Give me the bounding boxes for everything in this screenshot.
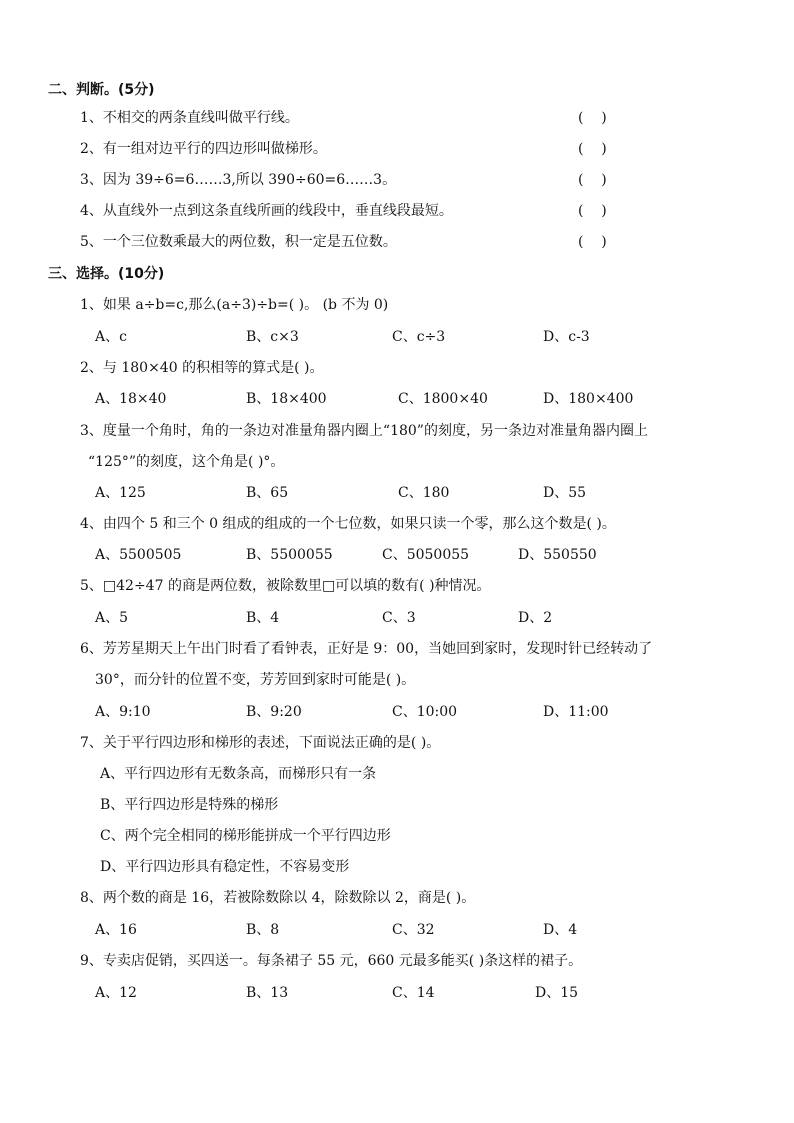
- choice-q3-option-b[interactable]: B、65: [246, 485, 289, 501]
- judge-item-2: 2、有一组对边平行的四边形叫做梯形。: [80, 141, 327, 157]
- choice-q2-stem: 2、与 180×40 的积相等的算式是( )。: [80, 360, 324, 376]
- judge-answer-2[interactable]: ( ): [578, 141, 607, 157]
- choice-q1-option-c[interactable]: C、c÷3: [392, 329, 446, 345]
- choice-q7-option-a[interactable]: A、平行四边形有无数条高，而梯形只有一条: [100, 766, 377, 782]
- choice-q4-option-d[interactable]: D、550550: [518, 547, 597, 563]
- choice-q9-option-d[interactable]: D、15: [535, 985, 579, 1001]
- choice-q8-stem: 8、两个数的商是 16，若被除数除以 4，除数除以 2，商是( )。: [80, 890, 476, 906]
- judge-item-4: 4、从直线外一点到这条直线所画的线段中，垂直线段最短。: [80, 203, 453, 219]
- choice-q3-option-d[interactable]: D、55: [543, 485, 587, 501]
- judge-item-5: 5、一个三位数乘最大的两位数，积一定是五位数。: [80, 234, 397, 250]
- choice-q1-option-b[interactable]: B、c×3: [246, 329, 299, 345]
- choice-q5-option-a[interactable]: A、5: [95, 610, 129, 626]
- choice-q9-option-b[interactable]: B、13: [246, 985, 289, 1001]
- choice-q1-option-d[interactable]: D、c-3: [543, 329, 590, 345]
- choice-q3-stem-continued: “125°”的刻度，这个角是( )°。: [88, 454, 285, 470]
- judge-answer-4[interactable]: ( ): [578, 203, 607, 219]
- choice-q2-option-c[interactable]: C、1800×40: [398, 391, 488, 407]
- choice-q4-stem: 4、由四个 5 和三个 0 组成的组成的一个七位数，如果只读一个零，那么这个数是( )。: [80, 516, 616, 532]
- section-3-title: 三、选择。(10分): [48, 266, 165, 282]
- choice-q9-stem: 9、专卖店促销，买四送一。每条裙子 55 元，660 元最多能买( )条这样的裙子。: [80, 953, 583, 969]
- judge-item-3: 3、因为 39÷6=6……3,所以 390÷60=6……3。: [80, 172, 397, 188]
- choice-q6-stem-continued: 30°，而分针的位置不变，芳芳回到家时可能是( )。: [95, 672, 416, 688]
- choice-q6-option-d[interactable]: D、11:00: [543, 704, 609, 720]
- choice-q4-option-a[interactable]: A、5500505: [95, 547, 182, 563]
- choice-q8-option-c[interactable]: C、32: [392, 922, 435, 938]
- judge-answer-1[interactable]: ( ): [578, 110, 607, 126]
- section-2-title: 二、判断。(5分): [48, 82, 155, 98]
- choice-q5-option-c[interactable]: C、3: [382, 610, 416, 626]
- choice-q5-option-b[interactable]: B、4: [246, 610, 280, 626]
- choice-q2-option-a[interactable]: A、18×40: [95, 391, 167, 407]
- choice-q5-option-d[interactable]: D、2: [518, 610, 553, 626]
- judge-answer-5[interactable]: ( ): [578, 234, 607, 250]
- choice-q1-stem: 1、如果 a÷b=c,那么(a÷3)÷b=( )。 (b 不为 0): [80, 297, 389, 313]
- choice-q7-option-c[interactable]: C、两个完全相同的梯形能拼成一个平行四边形: [100, 828, 391, 844]
- choice-q2-option-d[interactable]: D、180×400: [543, 391, 634, 407]
- choice-q6-option-b[interactable]: B、9:20: [246, 704, 302, 720]
- choice-q2-option-b[interactable]: B、18×400: [246, 391, 327, 407]
- choice-q3-option-c[interactable]: C、180: [398, 485, 450, 501]
- choice-q6-option-c[interactable]: C、10:00: [392, 704, 458, 720]
- choice-q9-option-a[interactable]: A、12: [95, 985, 137, 1001]
- choice-q7-option-d[interactable]: D、平行四边形具有稳定性，不容易变形: [100, 859, 350, 875]
- choice-q5-stem: 5、□42÷47 的商是两位数，被除数里□可以填的数有( )种情况。: [80, 578, 491, 594]
- choice-q9-option-c[interactable]: C、14: [392, 985, 435, 1001]
- choice-q7-option-b[interactable]: B、平行四边形是特殊的梯形: [100, 797, 279, 813]
- choice-q6-option-a[interactable]: A、9:10: [95, 704, 151, 720]
- judge-item-1: 1、不相交的两条直线叫做平行线。: [80, 110, 299, 126]
- choice-q8-option-a[interactable]: A、16: [95, 922, 137, 938]
- choice-q3-option-a[interactable]: A、125: [95, 485, 146, 501]
- choice-q4-option-b[interactable]: B、5500055: [246, 547, 333, 563]
- choice-q7-stem: 7、关于平行四边形和梯形的表述，下面说法正确的是( )。: [80, 735, 441, 751]
- judge-answer-3[interactable]: ( ): [578, 172, 607, 188]
- choice-q4-option-c[interactable]: C、5050055: [382, 547, 470, 563]
- choice-q3-stem: 3、度量一个角时，角的一条边对准量角器内圈上“180”的刻度，另一条边对准量角器内圈上: [80, 423, 648, 439]
- choice-q8-option-d[interactable]: D、4: [543, 922, 578, 938]
- choice-q8-option-b[interactable]: B、8: [246, 922, 280, 938]
- choice-q1-option-a[interactable]: A、c: [95, 329, 127, 345]
- choice-q6-stem: 6、芳芳星期天上午出门时看了看钟表，正好是 9：00，当她回到家时，发现时针已经转动了: [80, 641, 653, 657]
